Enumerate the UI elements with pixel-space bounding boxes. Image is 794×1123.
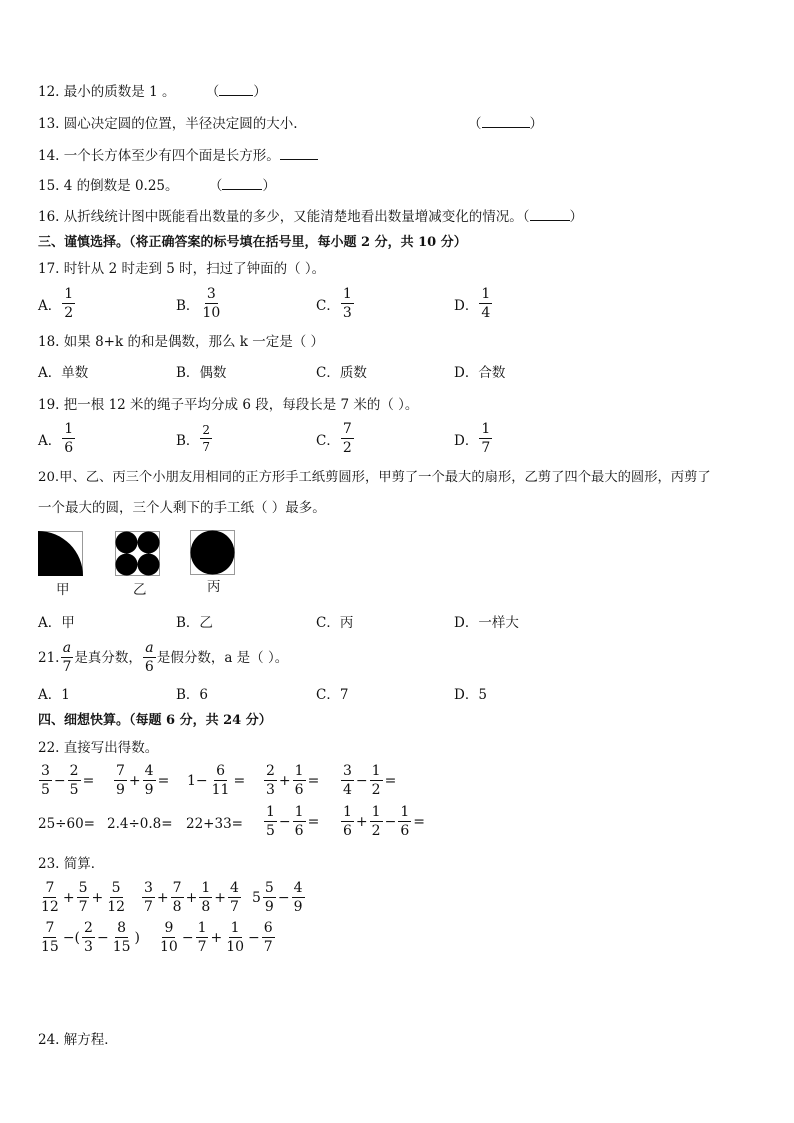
q18-option-a[interactable]: A．单数: [38, 365, 89, 381]
answer-blank[interactable]: [280, 159, 318, 160]
q20-option-c[interactable]: C．丙: [316, 615, 354, 631]
question-13-answer: （ ）: [468, 116, 543, 132]
section-heading: 三、谨慎选择。（将正确答案的标号填在括号里，每小题 2 分，共 10 分）: [38, 235, 467, 250]
question-18: 18. 如果 8+k 的和是偶数，那么 k 一定是（ ）: [38, 334, 324, 350]
question-22: 22. 直接写出得数。: [38, 740, 159, 756]
q18-option-b[interactable]: B．偶数: [176, 365, 227, 381]
question-text: 最小的质数是 1 。: [63, 84, 176, 100]
q21-option-b[interactable]: B．6: [176, 687, 209, 703]
q19-option-d[interactable]: D． 1 7: [454, 421, 491, 456]
q22-expr-9: 1 5 − $\frac{1}{6}$ =: [266, 804, 320, 839]
q18-option-c[interactable]: C．质数: [316, 365, 367, 381]
q21-option-c[interactable]: C．7: [316, 687, 349, 703]
figure-yi-four-circles: [115, 531, 161, 577]
q20-option-d[interactable]: D．一样大: [454, 615, 519, 631]
q21-option-a[interactable]: A．1: [38, 687, 70, 703]
q23-expr-4: 7 15 −( 2 3 − $\frac{8}{15}$ ): [41, 920, 140, 955]
question-20-line2: 一个最大的圆，三个人剩下的手工纸（ ）最多。: [38, 500, 326, 516]
q23-expr-3: 5 5 9 − $\frac{4}{9}$: [252, 880, 303, 915]
question-16: 16. 从折线统计图中既能看出数量的多少，又能清楚地看出数量增减变化的情况。（ ）: [38, 209, 584, 225]
figure-jia-quarter-circle: [38, 531, 84, 577]
q21-option-d[interactable]: D．5: [454, 687, 487, 703]
q22-expr-1: 3 5 − $\frac{2}{5}$ =: [41, 763, 95, 798]
q23-expr-1: 7 12 + $\frac{5}{7}$ + $\frac{5}{12}$: [41, 880, 126, 915]
q20-option-b[interactable]: B．乙: [176, 615, 213, 631]
question-13: 13. 圆心决定圆的位置，半径决定圆的大小.: [38, 116, 298, 132]
q22-expr-2: 7 9 + $\frac{4}{9}$ =: [116, 763, 170, 798]
q20-option-a[interactable]: A．甲: [38, 615, 75, 631]
question-24: 24. 解方程．: [38, 1032, 118, 1048]
answer-blank[interactable]: [222, 189, 262, 190]
question-17: 17. 时针从 2 时走到 5 时，扫过了钟面的（ ）。: [38, 261, 326, 277]
q22-expr-7: 2.4÷0.8=: [107, 816, 173, 832]
question-21: 21. a 7 是真分数， a 6 是假分数，a 是（ ）。: [38, 640, 289, 675]
q17-option-d[interactable]: D． 1 4: [454, 286, 491, 321]
q23-expr-2: 3 7 + $\frac{7}{8}$ + $\frac{1}{8}$ + $\frac{4}{7}$: [144, 880, 239, 915]
section-heading: 四、细想快算。（每题 6 分，共 24 分）: [38, 713, 272, 728]
q19-option-c[interactable]: C． 7 2: [316, 421, 352, 456]
q18-option-d[interactable]: D．合数: [454, 365, 506, 381]
q19-option-b[interactable]: B． 2 7: [176, 423, 211, 454]
question-23: 23. 简算．: [38, 856, 105, 872]
question-19: 19. 把一根 12 米的绳子平均分成 6 段，每段长是 7 米的（ ）。: [38, 397, 419, 413]
answer-blank[interactable]: [219, 95, 253, 96]
q17-option-a[interactable]: A． 1 2: [38, 286, 74, 321]
q22-expr-5: 3 4 − $\frac{1}{2}$ =: [343, 763, 397, 798]
figure-label-bing: 丙: [207, 579, 221, 595]
q22-expr-4: 2 3 + $\frac{1}{6}$ =: [266, 763, 320, 798]
question-12: 12. 最小的质数是 1 。 （ ）: [38, 84, 267, 100]
q22-expr-6: 25÷60=: [38, 816, 95, 832]
q17-option-b[interactable]: B． 3 10: [176, 286, 221, 321]
q17-option-c[interactable]: C． 1 3: [316, 286, 352, 321]
question-15: 15. 4 的倒数是 0.25。 （ ）: [38, 178, 276, 194]
answer-blank[interactable]: [530, 220, 570, 221]
question-number: 12.: [38, 84, 60, 100]
question-20: 20.甲、乙、丙三个小朋友用相同的正方形手工纸剪圆形，甲剪了一个最大的扇形，乙剪了四个最大的圆形，丙剪了: [38, 470, 711, 485]
q22-expr-8: 22+33=: [186, 816, 243, 832]
figure-bing-circle: [190, 530, 236, 576]
figure-label-yi: 乙: [133, 582, 147, 598]
answer-blank[interactable]: [482, 127, 530, 128]
q23-expr-5: 9 10 − $\frac{1}{7}$ + $\frac{1}{10}$ − $\frac{6}{7}$: [160, 920, 273, 955]
question-14: 14. 一个长方体至少有四个面是长方形。: [38, 147, 318, 165]
q19-option-a[interactable]: A． 1 6: [38, 421, 74, 456]
q22-expr-3: 1− $\frac{6}{11}$ =: [187, 763, 246, 798]
figure-label-jia: 甲: [56, 582, 70, 598]
q22-expr-10: 1 6 + $\frac{1}{2}$ − $\frac{1}{6}$ =: [343, 804, 425, 839]
